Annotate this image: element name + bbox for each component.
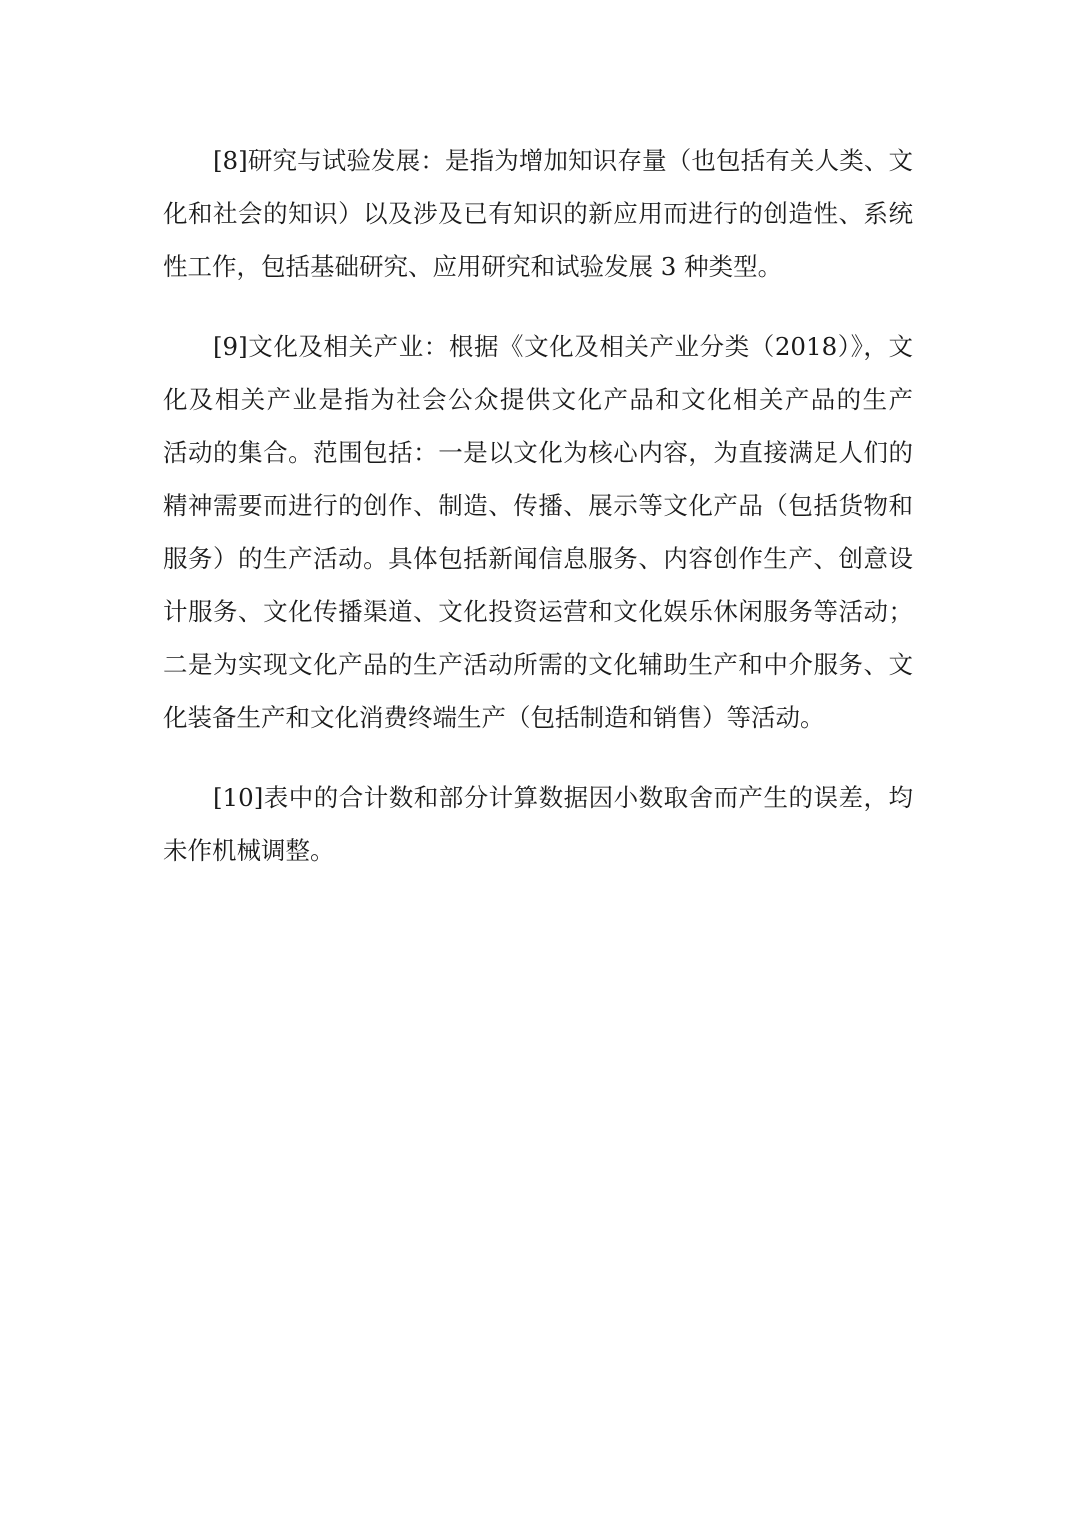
note-line: 化及相关产业是指为社会公众提供文化产品和文化相关产品的生产 (163, 385, 913, 414)
note-line: [10]表中的合计数和部分计算数据因小数取舍而产生的误差，均 (213, 783, 913, 812)
note-line: 化装备生产和文化消费终端生产（包括制造和销售）等活动。 (163, 703, 825, 732)
note-line: 计服务、文化传播渠道、文化投资运营和文化娱乐休闲服务等活动； (163, 597, 913, 626)
note-8 (163, 134, 913, 293)
note-line: 性工作，包括基础研究、应用研究和试验发展 3 种类型。 (163, 252, 783, 281)
notes-body (163, 134, 913, 904)
note-line: [8]研究与试验发展：是指为增加知识存量（也包括有关人类、文 (213, 146, 913, 175)
note-line: 活动的集合。范围包括：一是以文化为核心内容，为直接满足人们的 (163, 438, 913, 467)
note-line: 精神需要而进行的创作、制造、传播、展示等文化产品（包括货物和 (163, 491, 913, 520)
note-line: 未作机械调整。 (163, 836, 335, 865)
note-10 (163, 771, 913, 877)
note-line: 化和社会的知识）以及涉及已有知识的新应用而进行的创造性、系统 (163, 199, 913, 228)
note-line: [9]文化及相关产业：根据《文化及相关产业分类（2018）》，文 (213, 332, 913, 361)
note-9 (163, 320, 913, 744)
note-line: 二是为实现文化产品的生产活动所需的文化辅助生产和中介服务、文 (163, 650, 913, 679)
note-line: 服务）的生产活动。具体包括新闻信息服务、内容创作生产、创意设 (163, 544, 913, 573)
